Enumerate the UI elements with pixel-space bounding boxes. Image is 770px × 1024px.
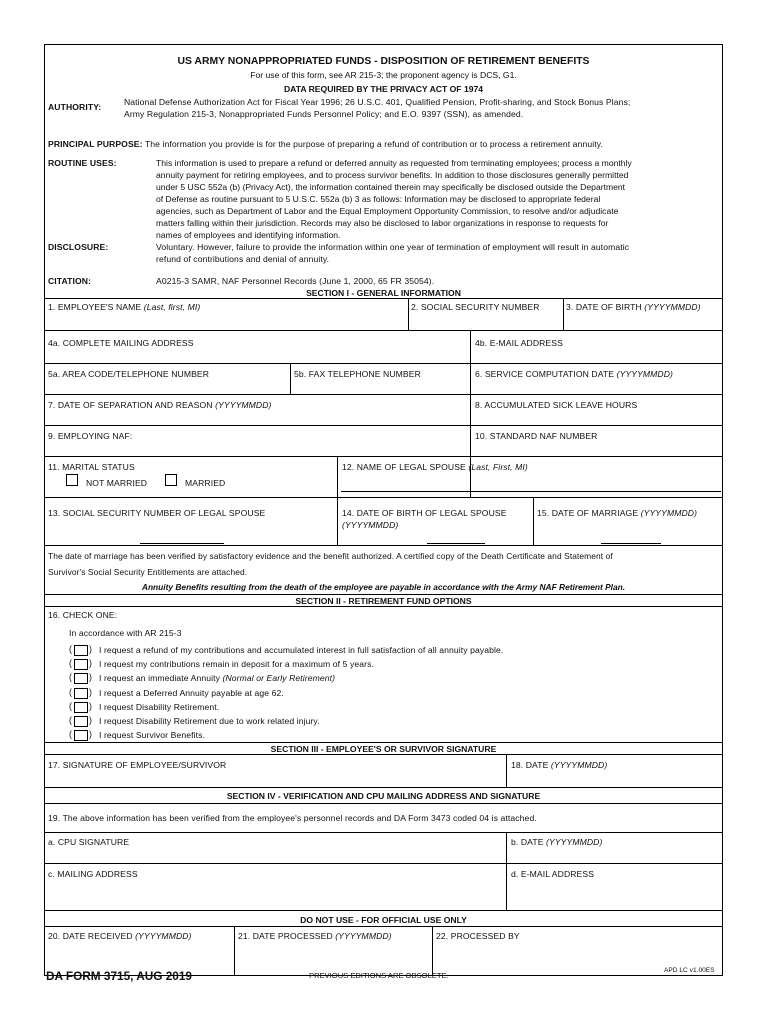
form-container	[44, 44, 723, 976]
field-11-label: 11. MARITAL STATUS	[48, 462, 135, 472]
marriage-note-1: The date of marriage has been verified by satisfactory evidence and the benefit authorized. A certified copy of the Death Certificate and Statement of	[48, 551, 613, 561]
section-4-title: SECTION IV - VERIFICATION AND CPU MAILING ADDRESS AND SIGNATURE	[226, 791, 541, 801]
authority-text-1: National Defense Authorization Act for Fiscal Year 1996; 26 U.S.C. 401, Qualified Pension, Profit-sharing, and Stock Bonus Plans;	[124, 97, 631, 107]
cpu-signature-input[interactable]	[47, 849, 503, 862]
option-paren-left: (	[69, 672, 72, 683]
authority-text-2: Army Regulation 215-3, Nonappropriated Funds Personnel Policy; and E.O. 9397 (SSN), as amended.	[124, 109, 524, 119]
routine-uses-text	[156, 157, 721, 241]
field-3-label: 3. DATE OF BIRTH (YYYYMMDD)	[566, 302, 701, 312]
option-label: I request an immediate Annuity (Normal or Early Retirement)	[99, 673, 336, 684]
annuity-note: Annuity Benefits resulting from the death of the employee are payable in accordance with the Army NAF Retirement Plan.	[141, 582, 626, 592]
field-19-text: 19. The above information has been verified from the employee's personnel records and DA Form 3473 coded 04 is attached.	[48, 813, 537, 823]
authority-label: AUTHORITY:	[48, 102, 102, 112]
field-5b-label: 5b. FAX TELEPHONE NUMBER	[294, 369, 421, 379]
field-8-label: 8. ACCUMULATED SICK LEAVE HOURS	[475, 400, 638, 410]
section-1-title: SECTION I - GENERAL INFORMATION	[306, 288, 461, 298]
cpu-date-input[interactable]	[509, 849, 721, 862]
option-paren-left: (	[69, 729, 72, 740]
option-checkbox[interactable]	[74, 702, 88, 713]
routine-line: agencies, such as Department of Labor and the Equal Employment Opportunity Commission, to resolve and/or adjudicate	[156, 206, 619, 216]
field-4b-label: 4b. E-MAIL ADDRESS	[475, 338, 563, 348]
routine-uses-label: ROUTINE USES:	[48, 158, 117, 168]
option-checkbox[interactable]	[74, 730, 88, 741]
field-b-label: b. DATE (YYYYMMDD)	[511, 837, 603, 847]
cpu-email-input[interactable]	[509, 881, 721, 907]
routine-line: This information is used to prepare a refund or deferred annuity as requested from terminating employees; process a monthly	[156, 158, 632, 168]
field-4a-label: 4a. COMPLETE MAILING ADDRESS	[48, 338, 194, 348]
option-label: I request Survivor Benefits.	[99, 730, 205, 741]
date-processed-input[interactable]	[237, 943, 429, 973]
field-10-label: 10. STANDARD NAF NUMBER	[475, 431, 598, 441]
married-label: MARRIED	[185, 478, 226, 488]
section-2-intro: In accordance with AR 215-3	[69, 628, 182, 638]
option-checkbox[interactable]	[74, 659, 88, 670]
routine-line: names of employees and identifying information.	[156, 230, 341, 240]
ssn-input[interactable]	[411, 313, 561, 328]
field-14-hint: (YYYYMMDD)	[342, 520, 399, 530]
option-label: I request a refund of my contributions and accumulated interest in full satisfaction of all annuity payable.	[99, 645, 504, 655]
field-14-label: 14. DATE OF BIRTH OF LEGAL SPOUSE	[342, 508, 507, 518]
dob-input[interactable]	[566, 313, 721, 328]
routine-line: matters falling within their jurisdiction. Records may also be disclosed to labor organizations in response to requests for	[156, 218, 609, 228]
telephone-input[interactable]	[47, 380, 287, 392]
routine-line: under 5 USC 552a (b) (Privacy Act), the information contained therein may specifically be disclosed outside the Department	[156, 182, 626, 192]
signature-date-input[interactable]	[509, 772, 721, 785]
official-use-title: DO NOT USE - FOR OFFICIAL USE ONLY	[300, 915, 467, 925]
option-label: I request Disability Retirement.	[99, 701, 220, 712]
option-paren-right: )	[89, 715, 92, 725]
option-paren-right: )	[89, 658, 92, 669]
email-input[interactable]	[473, 349, 721, 361]
married-checkbox[interactable]	[165, 474, 177, 486]
field-13-label: 13. SOCIAL SECURITY NUMBER OF LEGAL SPOUSE	[48, 508, 266, 518]
spouse-dob-input[interactable]	[427, 529, 485, 542]
privacy-act-heading: DATA REQUIRED BY THE PRIVACY ACT OF 1974	[283, 84, 484, 94]
spouse-name-input[interactable]	[341, 475, 721, 490]
option-checkbox[interactable]	[74, 688, 88, 699]
field-d-label: d. E-MAIL ADDRESS	[511, 869, 595, 879]
obsolete-notice: PREVIOUS EDITIONS ARE OBSOLETE.	[309, 971, 449, 980]
option-checkbox[interactable]	[74, 645, 88, 656]
option-paren-left: (	[69, 700, 72, 711]
employee-signature-input[interactable]	[47, 772, 503, 785]
field-7-label: 7. DATE OF SEPARATION AND REASON (YYYYMMDD)	[48, 400, 272, 410]
form-title: US ARMY NONAPPROPRIATED FUNDS - DISPOSITION OF RETIREMENT BENEFITS	[177, 56, 590, 67]
disclosure-label: DISCLOSURE:	[48, 242, 109, 252]
form-subtitle: For use of this form, see AR 215-3; the proponent agency is DCS, G1.	[250, 70, 517, 80]
option-paren-right: )	[89, 729, 92, 740]
cpu-mailing-address-input[interactable]	[47, 881, 503, 907]
option-paren-left: (	[69, 658, 72, 669]
employee-name-input[interactable]	[47, 313, 405, 328]
option-label: I request a Deferred Annuity payable at age 62.	[99, 687, 284, 698]
option-paren-right: )	[89, 700, 92, 711]
option-paren-right: )	[89, 644, 92, 654]
spouse-ssn-input[interactable]	[140, 529, 224, 542]
field-21-label: 21. DATE PROCESSED (YYYYMMDD)	[238, 931, 392, 941]
separation-input[interactable]	[47, 411, 467, 423]
option-paren-right: )	[89, 686, 92, 697]
marriage-date-input[interactable]	[601, 529, 661, 542]
naf-number-input[interactable]	[473, 442, 721, 454]
service-date-input[interactable]	[473, 380, 721, 392]
option-label: I request my contributions remain in deposit for a maximum of 5 years.	[99, 659, 374, 670]
option-checkbox[interactable]	[74, 716, 88, 727]
mailing-address-input[interactable]	[47, 349, 467, 361]
field-15-label: 15. DATE OF MARRIAGE (YYYYMMDD)	[537, 508, 698, 518]
field-2-label: 2. SOCIAL SECURITY NUMBER	[411, 302, 540, 312]
field-22-label: 22. PROCESSED BY	[436, 931, 520, 941]
field-17-label: 17. SIGNATURE OF EMPLOYEE/SURVIVOR	[48, 760, 227, 770]
routine-line: of Defense as routine pursuant to 5 U.S.C. 552a (b) 3 as follows: Information may be disclosed to appropriate federal	[156, 194, 601, 204]
principal-purpose	[48, 139, 603, 149]
field-9-label: 9. EMPLOYING NAF:	[48, 431, 133, 441]
field-18-label: 18. DATE (YYYYMMDD)	[511, 760, 608, 770]
option-paren-left: (	[69, 686, 72, 697]
principal-purpose-label: PRINCIPAL PURPOSE:	[48, 139, 143, 149]
option-checkbox[interactable]	[74, 673, 88, 684]
citation-text: A0215-3 SAMR, NAF Personnel Records (June 1, 2000, 65 FR 35054).	[156, 276, 435, 286]
field-a-label: a. CPU SIGNATURE	[48, 837, 130, 847]
field-16-label: 16. CHECK ONE:	[48, 610, 118, 620]
section-2-title: SECTION II - RETIREMENT FUND OPTIONS	[295, 596, 472, 606]
disclosure-text-1: Voluntary. However, failure to provide the information within one year of termination of employment will result in automatic	[156, 242, 630, 252]
field-6-label: 6. SERVICE COMPUTATION DATE (YYYYMMDD)	[475, 369, 673, 379]
option-paren-left: (	[69, 644, 72, 654]
option-paren-right: )	[89, 672, 92, 683]
form-number: DA FORM 3715, AUG 2019	[46, 969, 192, 983]
disclosure-text-2: refund of contributions and denial of annuity.	[156, 254, 330, 264]
routine-line: annuity payment for retiring employees, and to process survivor benefits. In addition to those disclosures generally permitted	[156, 170, 629, 180]
not-married-checkbox[interactable]	[66, 474, 78, 486]
citation-label: CITATION:	[48, 276, 92, 286]
option-label: I request Disability Retirement due to work related injury.	[99, 716, 320, 726]
marriage-note-2: Survivor's Social Security Entitlements are attached.	[48, 567, 248, 577]
not-married-label: NOT MARRIED	[86, 478, 148, 488]
principal-purpose-text: The information you provide is for the purpose of preparing a refund of contribution or to process a retirement annuity.	[144, 139, 603, 149]
fax-input[interactable]	[293, 380, 468, 392]
field-1-label: 1. EMPLOYEE'S NAME (Last, first, MI)	[48, 302, 201, 312]
sick-leave-input[interactable]	[473, 411, 721, 423]
section-3-title: SECTION III - EMPLOYEE'S OR SURVIVOR SIGNATURE	[270, 744, 497, 754]
field-c-label: c. MAILING ADDRESS	[48, 869, 138, 879]
employing-naf-input[interactable]	[47, 442, 467, 454]
version-label: APD LC v1.00ES	[664, 967, 715, 974]
field-5a-label: 5a. AREA CODE/TELEPHONE NUMBER	[48, 369, 210, 379]
field-20-label: 20. DATE RECEIVED (YYYYMMDD)	[48, 931, 192, 941]
field-12-label: 12. NAME OF LEGAL SPOUSE (Last, First, MI)	[342, 462, 528, 472]
option-paren-left: (	[69, 715, 72, 725]
